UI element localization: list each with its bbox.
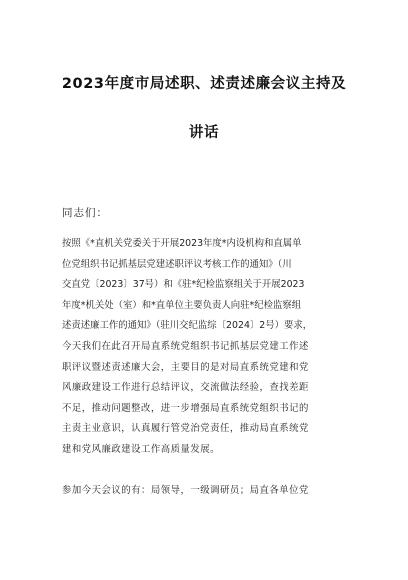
- paragraph-line: 参加今天会议的有：局领导，一级调研员；局直各单位党: [62, 485, 309, 496]
- paragraph-line: 交直党〔2023〕37号）和《驻*纪检监察组关于开展2023: [62, 279, 305, 291]
- paragraph-line: 职评议暨述责述廉大会，主要目的是对局直系统党建和党: [62, 361, 309, 373]
- greeting: 同志们：: [62, 207, 108, 219]
- paragraph-line: 风廉政建设工作进行总结评议，交流做法经验，查找差距: [62, 382, 309, 394]
- document-title-line-1: 2023年度市局述职、述责述廉会议主持及: [61, 76, 347, 92]
- paragraph-2: [62, 481, 362, 502]
- paragraph-line: 年度*机关处（室）和*直单位主要负责人向驻*纪检监察组: [62, 299, 302, 311]
- paragraph-line: 述责述廉工作的通知》（驻川交纪监综〔2024〕2号）要求，: [62, 320, 313, 332]
- paragraph-line: 建和党风廉政建设工作高质量发展。: [62, 443, 221, 455]
- paragraph-line: 不足，推动问题整改，进一步增强局直系统党组织书记的: [62, 402, 309, 414]
- document-title-line-2: 讲话: [188, 125, 220, 141]
- paragraph-line: 今天我们在此召开局直系统党组织书记抓基层党建工作述: [62, 340, 309, 352]
- paragraph-line: 位党组织书记抓基层党建述职评议考核工作的通知》（川: [62, 258, 292, 270]
- paragraph-1: [62, 234, 362, 461]
- paragraph-line: 主责主业意识，认真履行管党治党责任，推动局直系统党: [62, 423, 309, 435]
- paragraph-line: 按照《*直机关党委关于开展2023年度*内设机构和直属单: [62, 238, 302, 249]
